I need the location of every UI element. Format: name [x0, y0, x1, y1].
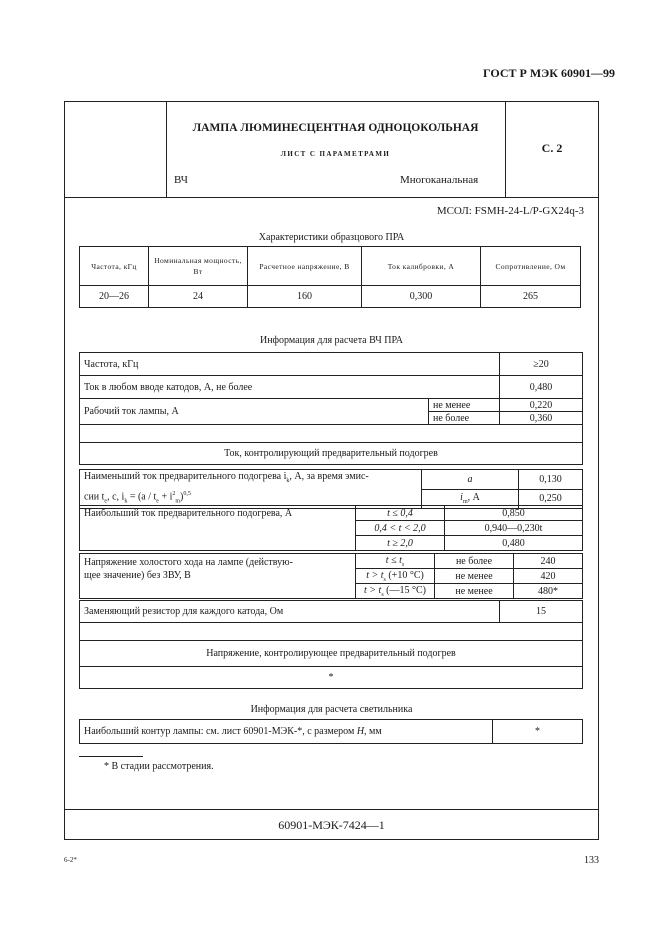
footnote-rule [79, 756, 143, 757]
t-mid-label: 0,4 < t < 2,0 [356, 521, 445, 536]
im-value: 0,250 [519, 489, 583, 509]
cathode-current-value: 0,480 [500, 376, 583, 399]
t-ge-value: 0,480 [445, 536, 583, 551]
max-preheat-table [79, 505, 583, 551]
multichannel-tag: Многоканальная [400, 174, 479, 186]
spacer-row [80, 425, 583, 443]
im-label: $i_m$, А [422, 489, 519, 509]
standard-designation: ГОСТ Р МЭК 60901—99 [483, 66, 615, 80]
min-preheat-label: Наименьший ток предварительного подогрева $i_k$, А, за время эмис- сии $t_e$, с, $i_k = (a / t_e + i^2_m)^{0,5}$ [80, 470, 422, 509]
frequency-value: ≥20 [500, 353, 583, 376]
msol-code: МСОЛ: FSMH-24-L/P-GX24q-3 [436, 205, 584, 217]
ocv-cond-2: $t > t_s$ (+10 °C) [356, 569, 435, 584]
t-le-value: 0,850 [445, 506, 583, 521]
hf-info-table [79, 352, 583, 465]
cathode-current-label: Ток в любом вводе катодов, А, не более [80, 376, 500, 399]
header-divider-left [166, 101, 167, 197]
ballast-header-voltage: Расчетное напряжение, В [248, 247, 362, 286]
ballast-header-power: Номинальная мощность, Вт [149, 247, 248, 286]
t-le-label: t ≤ 0,4 [356, 506, 445, 521]
sheet-subtitle: ЛИСТ С ПАРАМЕТРАМИ [280, 150, 391, 158]
ocv-cond-3: $t > t_s$ (—15 °C) [356, 584, 435, 599]
frequency-label: Частота, кГц [80, 353, 500, 376]
luminaire-value: * [493, 720, 583, 744]
ocv-value-3: 480* [514, 584, 583, 599]
operating-current-label: Рабочий ток лампы, А [80, 399, 429, 425]
voltage-control-label: Напряжение, контролирующее предварительный подогрев [80, 641, 583, 667]
ballast-caption: Характеристики образцового ПРА [258, 232, 405, 243]
ballast-value-resistance: 265 [481, 286, 581, 308]
coef-a-value: 0,130 [519, 470, 583, 490]
max-preheat-label: Наибольший ток предварительного подогрева, А [80, 506, 356, 551]
ocv-label: Напряжение холостого хода на лампе (действую- щее значение) без ЗВУ, В [80, 554, 356, 599]
ocv-limit-2: не менее [435, 569, 514, 584]
ocv-value-1: 240 [514, 554, 583, 569]
ballast-value-calibration-current: 0,300 [362, 286, 481, 308]
header-bottom-line [64, 197, 599, 198]
spacer-row-2 [80, 623, 583, 641]
page-number: 133 [584, 855, 599, 866]
ocv-table [79, 553, 583, 599]
ocv-value-2: 420 [514, 569, 583, 584]
luminaire-label: Наибольший контур лампы: см. лист 60901-МЭК-*, с размером H, мм [80, 720, 493, 744]
luminaire-caption: Информация для расчета светильника [250, 704, 413, 715]
voltage-control-value: * [80, 667, 583, 689]
hf-tag: ВЧ [174, 174, 188, 186]
operating-current-min-label: не менее [429, 399, 500, 412]
resistor-label: Заменяющий резистор для каждого катода, Ом [80, 601, 500, 623]
min-preheat-table [79, 469, 583, 509]
resistor-value: 15 [500, 601, 583, 623]
ocv-cond-1: $t \le t_s$ [356, 554, 435, 569]
ballast-table [79, 246, 581, 308]
ballast-header-frequency: Частота, кГц [80, 247, 149, 286]
preheat-control-caption: Ток, контролирующий предварительный подогрев [80, 443, 583, 465]
ballast-value-frequency: 20—26 [80, 286, 149, 308]
luminaire-table [79, 719, 583, 744]
page-label: С. 2 [541, 141, 563, 155]
footer-line [64, 809, 599, 810]
ballast-header-calibration-current: Ток калибровки, А [362, 247, 481, 286]
operating-current-min-value: 0,220 [500, 399, 583, 412]
hf-info-caption: Информация для расчета ВЧ ПРА [259, 335, 404, 346]
ballast-value-voltage: 160 [248, 286, 362, 308]
footnote: * В стадии рассмотрения. [104, 761, 214, 772]
t-mid-value: 0,940—0,230t [445, 521, 583, 536]
ocv-limit-3: не менее [435, 584, 514, 599]
printer-mark: 6-2* [64, 856, 77, 864]
ballast-value-power: 24 [149, 286, 248, 308]
resistor-table [79, 600, 583, 689]
operating-current-max-value: 0,360 [500, 412, 583, 425]
operating-current-max-label: не более [429, 412, 500, 425]
sheet-number: 60901-МЭК-7424—1 [278, 818, 385, 832]
ocv-limit-1: не более [435, 554, 514, 569]
sheet-title: ЛАМПА ЛЮМИНЕСЦЕНТНАЯ ОДНОЦОКОЛЬНАЯ [192, 122, 479, 134]
ballast-header-resistance: Сопротивление, Ом [481, 247, 581, 286]
coef-a-label: a [422, 470, 519, 490]
t-ge-label: t ≥ 2,0 [356, 536, 445, 551]
